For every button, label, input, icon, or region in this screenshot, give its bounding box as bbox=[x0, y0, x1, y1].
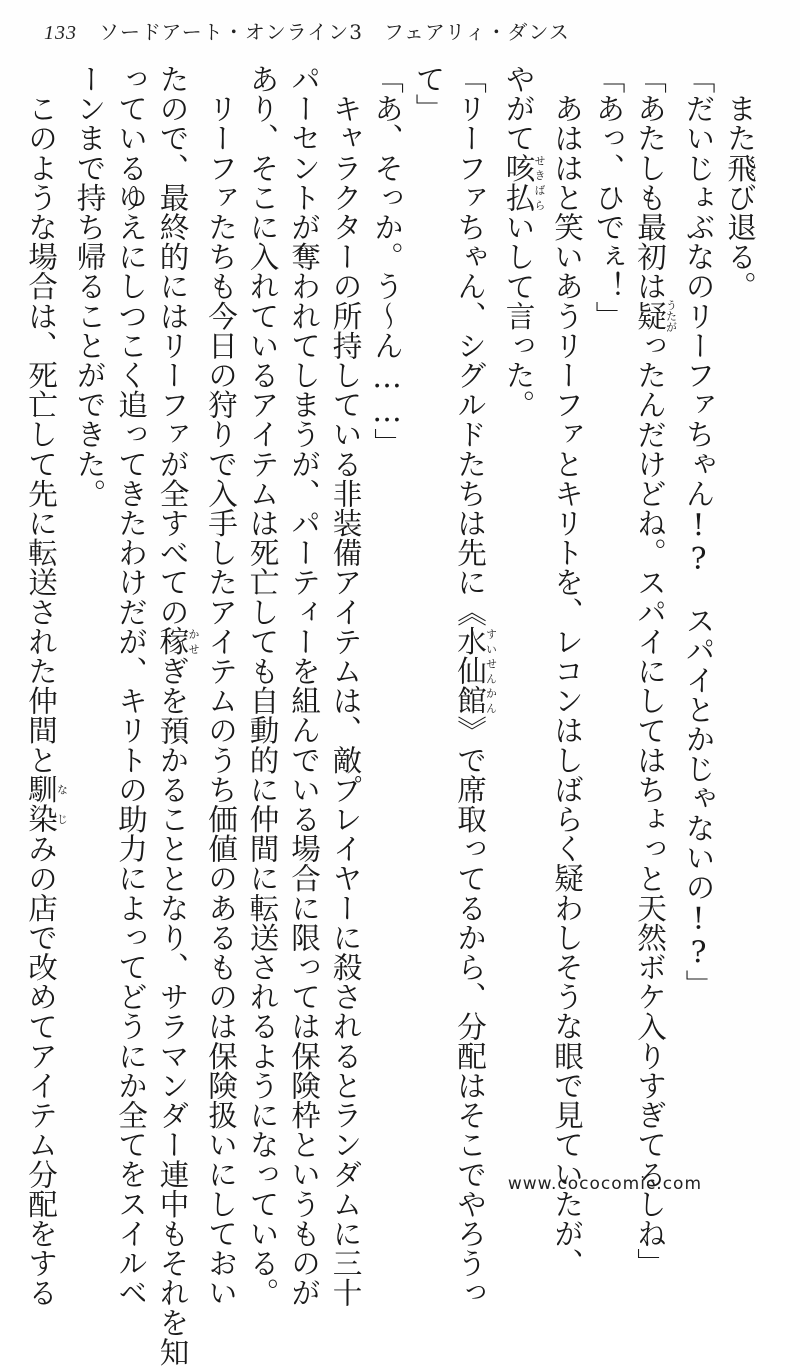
text-line: 「だいじょぶなのリーファちゃん!? スパイとかじゃないの!?」 bbox=[681, 64, 716, 1000]
text-line: て」 bbox=[411, 64, 446, 124]
page-number: 133 bbox=[44, 22, 77, 44]
line-remainder: ったんだけどね。スパイにしてはちょっと天然ボケ入りすぎてるしね」 bbox=[633, 330, 667, 1278]
text-line: あははと笑いあうリーファとキリトを、レコンはしばらく疑わしそうな眼で見ていたが、 bbox=[550, 64, 584, 1278]
furigana-word: 馴染なじ bbox=[24, 774, 69, 834]
furigana-reading: かせ bbox=[187, 626, 200, 656]
text-line: リーファたちも今日の狩りで入手したアイテムのうち価値のあるものは保険扱いにしておい bbox=[204, 64, 238, 1308]
furigana-word: 咳払せきばら bbox=[501, 152, 546, 213]
watermark-url: www.cococomic.com bbox=[507, 1174, 702, 1194]
line-remainder: 》で席取ってるから、分配はそこでやろうっ bbox=[453, 715, 487, 1308]
text-line bbox=[629, 64, 678, 1278]
line-part: 「あたしも最初は疑うたがったんだけどね。スパイにしてはちょっと天然ボケ入りすぎてるしね」 bbox=[633, 64, 678, 1278]
furigana-reading: せきばら bbox=[533, 152, 546, 212]
line-remainder: いして言った。 bbox=[501, 212, 536, 420]
running-header bbox=[44, 16, 570, 45]
furigana-reading: すいせんかん bbox=[484, 626, 498, 716]
furigana-reading: なじ bbox=[55, 774, 69, 834]
furigana-word: 疑うたが bbox=[633, 299, 678, 333]
book-title: ソードアート・オンライン3 フェアリィ・ダンス bbox=[99, 20, 570, 44]
text-line: 「あ、そっか。う～ん……」 bbox=[370, 64, 404, 458]
text-line: 「あっ、ひでぇ！」 bbox=[591, 64, 626, 331]
line-remainder: ぎを預かることとなり、サラマンダー連中もそれを知 bbox=[155, 656, 190, 1366]
furigana-word: 水仙館すいせんかん bbox=[453, 626, 498, 716]
text-line: あり、そこに入れているアイテムは死亡しても自動的に仲間に転送されるようになっている。 bbox=[245, 64, 280, 1308]
line-remainder: みの店で改めてアイテム分配をする bbox=[24, 833, 58, 1308]
furigana-word: 稼かせ bbox=[155, 626, 200, 657]
text-line: たので、最終的にはリーファが全すべての稼かせぎを預かることとなり、サラマンダー連中もそれを知 bbox=[155, 64, 200, 1366]
furigana-reading: うたが bbox=[664, 299, 678, 333]
text-line: キャラクターの所持している非装備アイテムは、敵プレイヤーに殺されるとランダムに三十 bbox=[328, 64, 363, 1308]
text-line: このような場合は、死亡して先に転送された仲間と馴染なじみの店で改めてアイテム分配をする bbox=[24, 64, 69, 1308]
text-line: パーセントが奪われてしまうが、パーティーを組んでいる場合に限っては保険枠というものが bbox=[287, 64, 321, 1308]
text-line: また飛び退る。 bbox=[723, 64, 757, 301]
text-line: やがて咳払せきばらいして言った。 bbox=[501, 64, 546, 420]
text-line: ーンまで持ち帰ることができた。 bbox=[72, 64, 107, 508]
text-line: 「リーファちゃん、シグルドたちは先に《水仙館すいせんかん》で席取ってるから、分配はそこでやろうっ bbox=[453, 64, 498, 1308]
text-line: っているゆえにしつこく追ってきたわけだが、キリトの助力によってどうにか全てをスイルベ bbox=[114, 64, 148, 1308]
